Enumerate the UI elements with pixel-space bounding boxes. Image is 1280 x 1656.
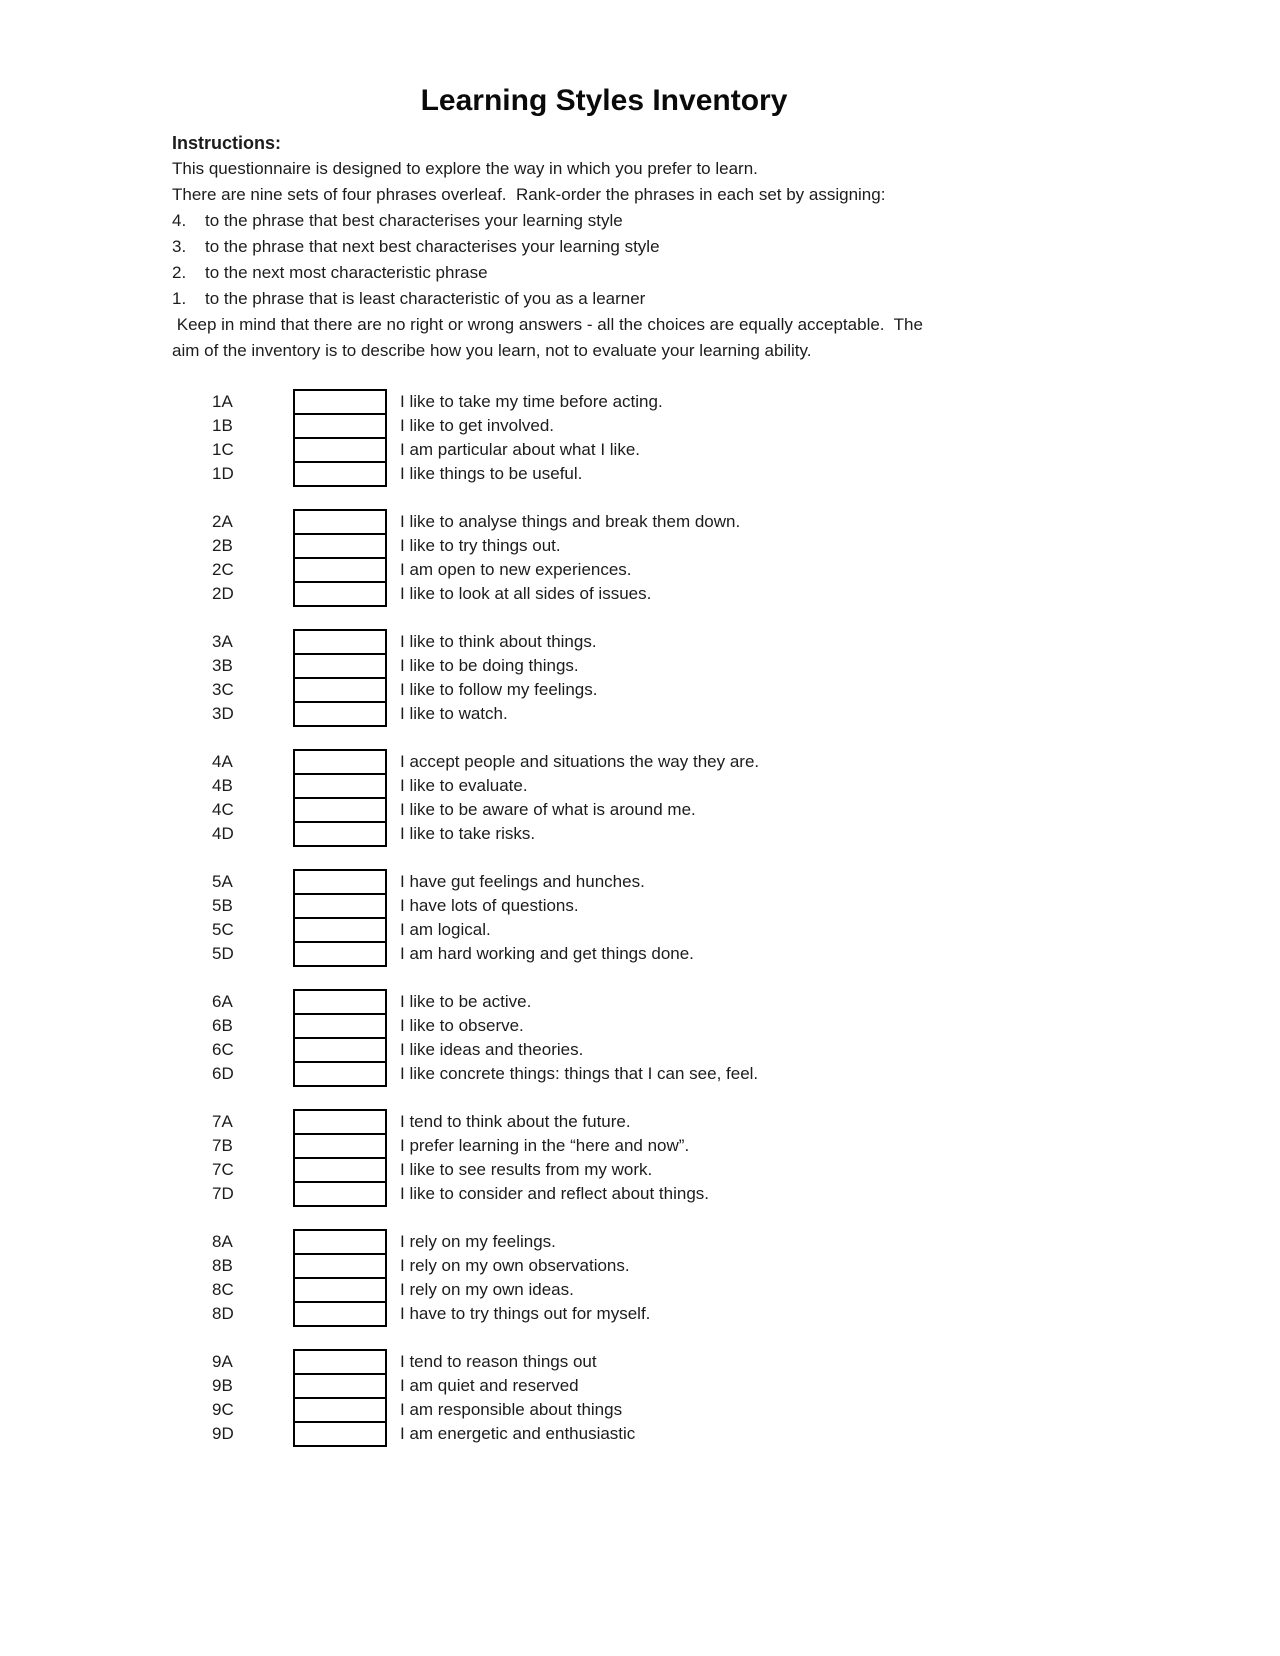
rank-input-7A[interactable] — [295, 1111, 385, 1135]
item-label-6D: 6D — [212, 1064, 234, 1083]
item-phrase-9A: I tend to reason things out — [400, 1352, 597, 1371]
question-set-7 — [172, 1110, 1036, 1207]
instructions-closing-line-2: aim of the inventory is to describe how you learn, not to evaluate your learning ability. — [172, 341, 812, 360]
item-phrase-9D: I am energetic and enthusiastic — [400, 1424, 636, 1443]
item-label-9B: 9B — [212, 1376, 233, 1395]
item-phrase-6B: I like to observe. — [400, 1016, 524, 1035]
item-phrase-7C: I like to see results from my work. — [400, 1160, 653, 1179]
phrases-column-3 — [400, 630, 597, 726]
item-label-8A: 8A — [212, 1232, 233, 1251]
rank-input-3C[interactable] — [295, 679, 385, 703]
item-phrase-1B: I like to get involved. — [400, 416, 555, 435]
rank-input-1D[interactable] — [295, 463, 385, 485]
item-label-4B: 4B — [212, 776, 233, 795]
instructions-section — [172, 130, 1036, 364]
item-phrase-5D: I am hard working and get things done. — [400, 944, 694, 963]
question-set-8 — [172, 1230, 1036, 1327]
page-title: Learning Styles Inventory — [420, 84, 788, 117]
instructions-closing — [172, 312, 1036, 364]
labels-column-3 — [212, 630, 293, 726]
rank-input-6A[interactable] — [295, 991, 385, 1015]
item-phrase-5A: I have gut feelings and hunches. — [400, 872, 645, 891]
item-label-2D: 2D — [212, 584, 234, 603]
phrases-column-5 — [400, 870, 694, 966]
question-set-4 — [172, 750, 1036, 847]
rank-input-2A[interactable] — [295, 511, 385, 535]
labels-column-2 — [212, 510, 293, 606]
item-label-4A: 4A — [212, 752, 233, 771]
item-label-2C: 2C — [212, 560, 234, 579]
item-label-7B: 7B — [212, 1136, 233, 1155]
rank-input-3A[interactable] — [295, 631, 385, 655]
item-phrase-3B: I like to be doing things. — [400, 656, 579, 675]
rank-rule-number: 1. — [172, 289, 187, 308]
labels-column-4 — [212, 750, 293, 846]
item-phrase-1A: I like to take my time before acting. — [400, 392, 663, 411]
item-phrase-4B: I like to evaluate. — [400, 776, 528, 795]
rank-input-3B[interactable] — [295, 655, 385, 679]
rank-rule-number: 3. — [172, 237, 187, 256]
item-label-7A: 7A — [212, 1112, 233, 1131]
rank-rule-text: to the next most characteristic phrase — [205, 263, 488, 282]
phrases-column-4 — [400, 750, 759, 846]
item-phrase-3A: I like to think about things. — [400, 632, 597, 651]
item-label-3D: 3D — [212, 704, 234, 723]
item-label-8D: 8D — [212, 1304, 234, 1323]
question-set-1 — [172, 390, 1036, 487]
item-label-5D: 5D — [212, 944, 234, 963]
item-label-3B: 3B — [212, 656, 233, 675]
phrases-column-8 — [400, 1230, 650, 1326]
labels-column-7 — [212, 1110, 293, 1206]
rank-box-table-6 — [293, 989, 387, 1087]
rank-input-4B[interactable] — [295, 775, 385, 799]
item-label-4D: 4D — [212, 824, 234, 843]
item-phrase-8D: I have to try things out for myself. — [400, 1304, 651, 1323]
item-label-1B: 1B — [212, 416, 233, 435]
item-phrase-9C: I am responsible about things — [400, 1400, 623, 1419]
rank-input-9A[interactable] — [295, 1351, 385, 1375]
rank-box-table-9 — [293, 1349, 387, 1447]
item-label-1C: 1C — [212, 440, 234, 459]
rank-input-5B[interactable] — [295, 895, 385, 919]
rank-input-9D[interactable] — [295, 1423, 385, 1445]
item-label-1D: 1D — [212, 464, 234, 483]
phrases-column-6 — [400, 990, 758, 1086]
rank-rule-number: 4. — [172, 211, 187, 230]
rank-box-table-8 — [293, 1229, 387, 1327]
item-label-9A: 9A — [212, 1352, 233, 1371]
rank-rule-1 — [172, 286, 1036, 312]
labels-column-6 — [212, 990, 293, 1086]
rank-box-table-7 — [293, 1109, 387, 1207]
rank-input-5C[interactable] — [295, 919, 385, 943]
item-phrase-2D: I like to look at all sides of issues. — [400, 584, 652, 603]
item-label-6B: 6B — [212, 1016, 233, 1035]
instructions-line-2: There are nine sets of four phrases overleaf. Rank-order the phrases in each set by assigning: — [172, 185, 886, 204]
rank-input-8D[interactable] — [295, 1303, 385, 1325]
rank-input-1C[interactable] — [295, 439, 385, 463]
rank-box-table-2 — [293, 509, 387, 607]
item-label-8B: 8B — [212, 1256, 233, 1275]
rank-rule-2 — [172, 260, 1036, 286]
item-phrase-8B: I rely on my own observations. — [400, 1256, 630, 1275]
question-set-5 — [172, 870, 1036, 967]
instructions-rank-rules — [172, 208, 1036, 312]
item-phrase-4A: I accept people and situations the way they are. — [400, 752, 760, 771]
instructions-line-1: This questionnaire is designed to explore the way in which you prefer to learn. — [172, 159, 758, 178]
question-set-6 — [172, 990, 1036, 1087]
question-sets — [172, 390, 1036, 1447]
item-label-8C: 8C — [212, 1280, 234, 1299]
item-label-4C: 4C — [212, 800, 234, 819]
item-phrase-4D: I like to take risks. — [400, 824, 536, 843]
rank-input-3D[interactable] — [295, 703, 385, 725]
instructions-heading: Instructions: — [172, 133, 282, 153]
rank-input-6B[interactable] — [295, 1015, 385, 1039]
labels-column-1 — [212, 390, 293, 486]
labels-column-5 — [212, 870, 293, 966]
instructions-closing-line-1: Keep in mind that there are no right or wrong answers - all the choices are equally acceptable. The — [172, 315, 923, 334]
item-phrase-7B: I prefer learning in the “here and now”. — [400, 1136, 690, 1155]
item-label-2A: 2A — [212, 512, 233, 531]
phrases-column-9 — [400, 1350, 635, 1446]
rank-rule-text: to the phrase that next best characterises your learning style — [205, 237, 660, 256]
item-label-3C: 3C — [212, 680, 234, 699]
item-phrase-9B: I am quiet and reserved — [400, 1376, 579, 1395]
item-phrase-3D: I like to watch. — [400, 704, 508, 723]
item-phrase-1C: I am particular about what I like. — [400, 440, 641, 459]
rank-input-1A[interactable] — [295, 391, 385, 415]
instructions-intro — [172, 156, 1036, 208]
rank-rule-3 — [172, 234, 1036, 260]
rank-box-table-3 — [293, 629, 387, 727]
item-label-1A: 1A — [212, 392, 233, 411]
item-label-5C: 5C — [212, 920, 234, 939]
rank-input-6C[interactable] — [295, 1039, 385, 1063]
rank-input-7C[interactable] — [295, 1159, 385, 1183]
phrases-column-7 — [400, 1110, 709, 1206]
item-phrase-3C: I like to follow my feelings. — [400, 680, 598, 699]
item-phrase-2B: I like to try things out. — [400, 536, 561, 555]
phrases-column-1 — [400, 390, 663, 486]
rank-input-4D[interactable] — [295, 823, 385, 845]
rank-box-table-5 — [293, 869, 387, 967]
item-phrase-5B: I have lots of questions. — [400, 896, 579, 915]
item-label-7C: 7C — [212, 1160, 234, 1179]
item-label-5B: 5B — [212, 896, 233, 915]
rank-box-table-1 — [293, 389, 387, 487]
item-phrase-8A: I rely on my feelings. — [400, 1232, 556, 1251]
item-phrase-7D: I like to consider and reflect about things. — [400, 1184, 710, 1203]
question-set-3 — [172, 630, 1036, 727]
item-phrase-2C: I am open to new experiences. — [400, 560, 632, 579]
item-phrase-5C: I am logical. — [400, 920, 491, 939]
rank-input-2D[interactable] — [295, 583, 385, 605]
item-phrase-4C: I like to be aware of what is around me. — [400, 800, 696, 819]
rank-box-table-4 — [293, 749, 387, 847]
item-label-6A: 6A — [212, 992, 233, 1011]
rank-input-5D[interactable] — [295, 943, 385, 965]
rank-input-1B[interactable] — [295, 415, 385, 439]
item-phrase-6D: I like concrete things: things that I can see, feel. — [400, 1064, 759, 1083]
item-phrase-6A: I like to be active. — [400, 992, 532, 1011]
labels-column-9 — [212, 1350, 293, 1446]
item-phrase-7A: I tend to think about the future. — [400, 1112, 631, 1131]
item-label-7D: 7D — [212, 1184, 234, 1203]
question-set-2 — [172, 510, 1036, 607]
rank-input-4C[interactable] — [295, 799, 385, 823]
rank-input-2B[interactable] — [295, 535, 385, 559]
item-phrase-2A: I like to analyse things and break them down. — [400, 512, 741, 531]
item-phrase-8C: I rely on my own ideas. — [400, 1280, 574, 1299]
item-label-6C: 6C — [212, 1040, 234, 1059]
item-label-2B: 2B — [212, 536, 233, 555]
rank-rule-text: to the phrase that is least characteristic of you as a learner — [205, 289, 646, 308]
rank-input-8B[interactable] — [295, 1255, 385, 1279]
rank-rule-number: 2. — [172, 263, 187, 282]
rank-input-4A[interactable] — [295, 751, 385, 775]
item-label-5A: 5A — [212, 872, 233, 891]
rank-input-5A[interactable] — [295, 871, 385, 895]
labels-column-8 — [212, 1230, 293, 1326]
rank-input-7D[interactable] — [295, 1183, 385, 1205]
item-label-9C: 9C — [212, 1400, 234, 1419]
rank-input-9C[interactable] — [295, 1399, 385, 1423]
item-label-3A: 3A — [212, 632, 233, 651]
rank-input-2C[interactable] — [295, 559, 385, 583]
item-phrase-1D: I like things to be useful. — [400, 464, 583, 483]
rank-input-7B[interactable] — [295, 1135, 385, 1159]
rank-input-9B[interactable] — [295, 1375, 385, 1399]
rank-rule-4 — [172, 208, 1036, 234]
question-set-9 — [172, 1350, 1036, 1447]
item-label-9D: 9D — [212, 1424, 234, 1443]
rank-input-8A[interactable] — [295, 1231, 385, 1255]
phrases-column-2 — [400, 510, 740, 606]
item-phrase-6C: I like ideas and theories. — [400, 1040, 584, 1059]
rank-input-6D[interactable] — [295, 1063, 385, 1085]
rank-input-8C[interactable] — [295, 1279, 385, 1303]
rank-rule-text: to the phrase that best characterises your learning style — [205, 211, 623, 230]
